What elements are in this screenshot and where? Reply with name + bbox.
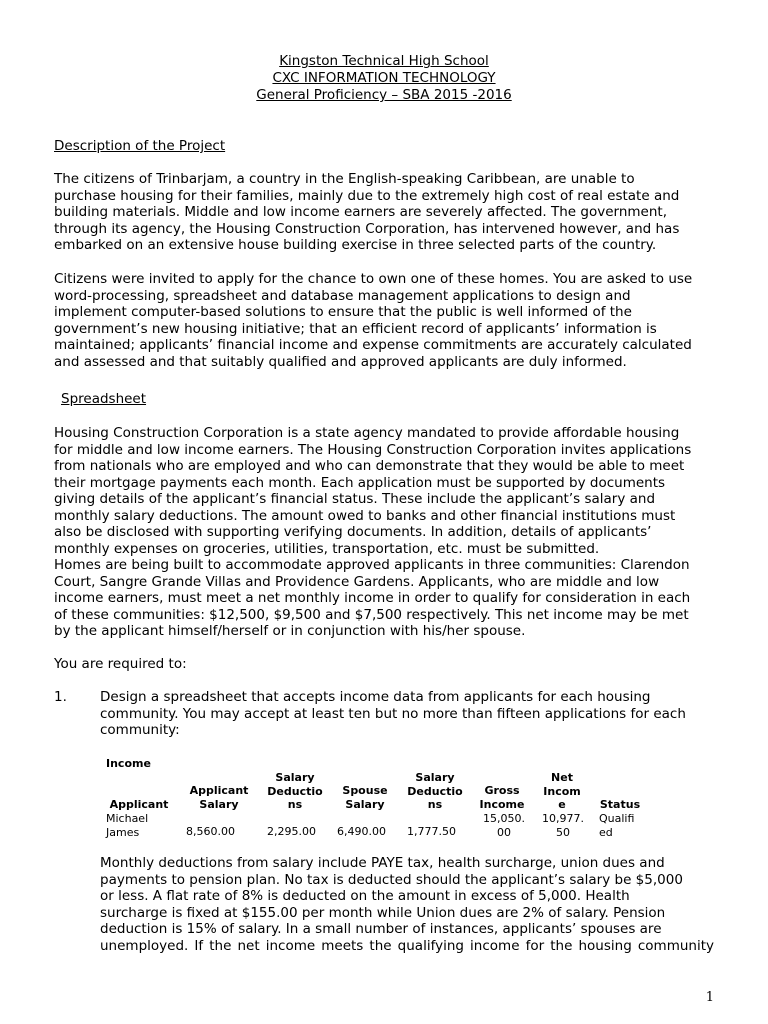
header-applicant: Applicant [109,798,169,811]
cell-status: Qualifi ed [599,812,635,839]
cell-applicant-salary: 8,560.00 [186,825,235,838]
subject-title: CXC INFORMATION TECHNOLOGY [272,70,496,86]
cell-spouse-deductions: 1,777.50 [407,825,456,838]
header-salary-deductions: Salary Deductio ns [267,771,323,811]
income-table [100,757,660,841]
required-intro: You are required to: [54,656,187,672]
header-applicant-salary: Applicant Salary [189,784,249,811]
item-1-text: Design a spreadsheet that accepts income data from applicants for each housing community. You may accept at least ten but no more than fifteen applications for each community: [100,689,686,738]
description-heading: Description of the Project [54,138,226,154]
header-status: Status [599,798,641,811]
spreadsheet-paragraph-2: Homes are being built to accommodate approved applicants in three communities: Clarendon Court, Sangre Grande Villas and Providence Gardens. Applicants, who are middle and low income earners, must meet a net monthly income in order to qualify for consideration in each of these communities: $12,500, $9,500 and $7,500 respectively. This net income may be met by the applicant himself/herself or in conjunction with his/her spouse. [54,557,691,639]
header-gross-income: Gross Income [479,784,525,811]
header-spouse-salary: Spouse Salary [342,784,388,811]
cell-gross-income: 15,050. 00 [483,812,525,839]
page-number: 1 [705,990,714,1005]
cell-spouse-salary: 6,490.00 [337,825,386,838]
spreadsheet-heading: Spreadsheet [61,391,147,407]
table-title: Income [106,757,151,770]
header-spouse-deductions: Salary Deductio ns [407,771,463,811]
description-paragraph-1: The citizens of Trinbarjam, a country in the English-speaking Caribbean, are unable to purchase housing for their families, mainly due to the extremely high cost of real estate and building materials. Middle and low income earners are severely affected. The government, through its agency, the Housing Construction Corporation, has intervened however, and has embarked on an extensive house building exercise in three selected parts of the country. [54,171,680,253]
header-net-income: Net Incom e [543,771,581,811]
document-header [0,53,768,104]
item-1-number: 1. [54,689,67,705]
spreadsheet-paragraph-1: Housing Construction Corporation is a state agency mandated to provide affordable housing for middle and low income earners. The Housing Construction Corporation invites applications from nationals who are employed and who can demonstrate that they would be able to meet their mortgage payments each month. Each application must be supported by documents giving details of the applicant’s financial status. These include the applicant’s salary and monthly salary deductions. The amount owed to banks and other financial institutions must also be disclosed with supporting verifying documents. In addition, details of applicants’ monthly expenses on groceries, utilities, transportation, etc. must be submitted. [54,425,692,557]
cell-net-income: 10,977. 50 [542,812,584,839]
cell-applicant: Michael James [106,812,149,839]
deductions-paragraph: Monthly deductions from salary include PAYE tax, health surcharge, union dues and payments to pension plan. No tax is deducted should the applicant’s salary be $5,000 or less. A flat rate of 8% is deducted on the amount in excess of 5,000. Health surcharge is fixed at $155.00 per month while Union dues are 2% of salary. Pension deduction is 15% of salary. In a small number of instances, applicants’ spouses are unemployed. If the net income meets the qualifying income for the housing community [100,855,714,954]
cell-salary-deductions: 2,295.00 [267,825,316,838]
description-paragraph-2: Citizens were invited to apply for the chance to own one of these homes. You are asked to use word-processing, spreadsheet and database management applications to design and implement computer-based solutions to ensure that the public is well informed of the government’s new housing initiative; that an efficient record of applicants’ information is maintained; applicants’ financial income and expense commitments are accurately calculated and assessed and that suitably qualified and approved applicants are duly informed. [54,271,693,370]
sba-title: General Proficiency – SBA 2015 -2016 [256,87,512,103]
school-name: Kingston Technical High School [279,53,489,69]
